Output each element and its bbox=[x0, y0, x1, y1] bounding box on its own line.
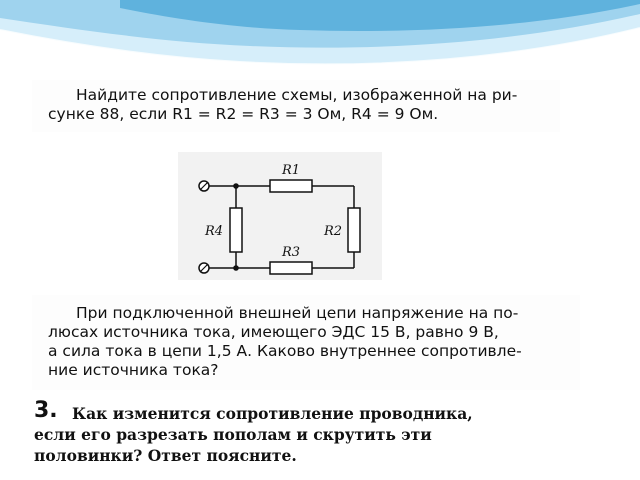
resistor-r2 bbox=[348, 208, 360, 252]
label-r3: R3 bbox=[282, 245, 301, 260]
task3-text bbox=[34, 424, 432, 466]
circuit-diagram bbox=[178, 152, 382, 280]
label-r4: R4 bbox=[205, 224, 224, 239]
junction-bottom bbox=[233, 265, 239, 271]
task2-line3: а сила тока в цепи 1,5 А. Каково внутреннее сопротивле- bbox=[48, 342, 522, 360]
task1-line2: сунке 88, если R1 = R2 = R3 = 3 Ом, R4 = 9 Ом. bbox=[48, 105, 439, 123]
resistor-r1 bbox=[270, 180, 312, 192]
task1-text-cont bbox=[48, 105, 438, 124]
task1-line1: Найдите сопротивление схемы, изображенной на ри- bbox=[76, 86, 518, 104]
task3-line1: Как изменится сопротивление проводника, bbox=[72, 404, 473, 423]
label-r2: R2 bbox=[324, 224, 343, 239]
resistor-r4 bbox=[230, 208, 242, 252]
task3-text-first bbox=[72, 403, 473, 424]
task2-text bbox=[48, 323, 522, 380]
task2-text-first bbox=[76, 304, 518, 323]
junction-top bbox=[233, 183, 239, 189]
task2-line4: ние источника тока? bbox=[48, 361, 219, 379]
task3-line3: половинки? Ответ поясните. bbox=[34, 446, 297, 465]
task3-number: 3. bbox=[34, 398, 58, 423]
task2-line2: люсах источника тока, имеющего ЭДС 15 В, равно 9 В, bbox=[48, 323, 499, 341]
resistor-r3 bbox=[270, 262, 312, 274]
task1-text bbox=[76, 86, 517, 105]
header-wave-decoration bbox=[0, 0, 640, 80]
label-r1: R1 bbox=[282, 163, 301, 178]
task2-line1: При подключенной внешней цепи напряжение на по- bbox=[76, 304, 519, 322]
task3-line2: если его разрезать пополам и скрутить эти bbox=[34, 425, 432, 444]
